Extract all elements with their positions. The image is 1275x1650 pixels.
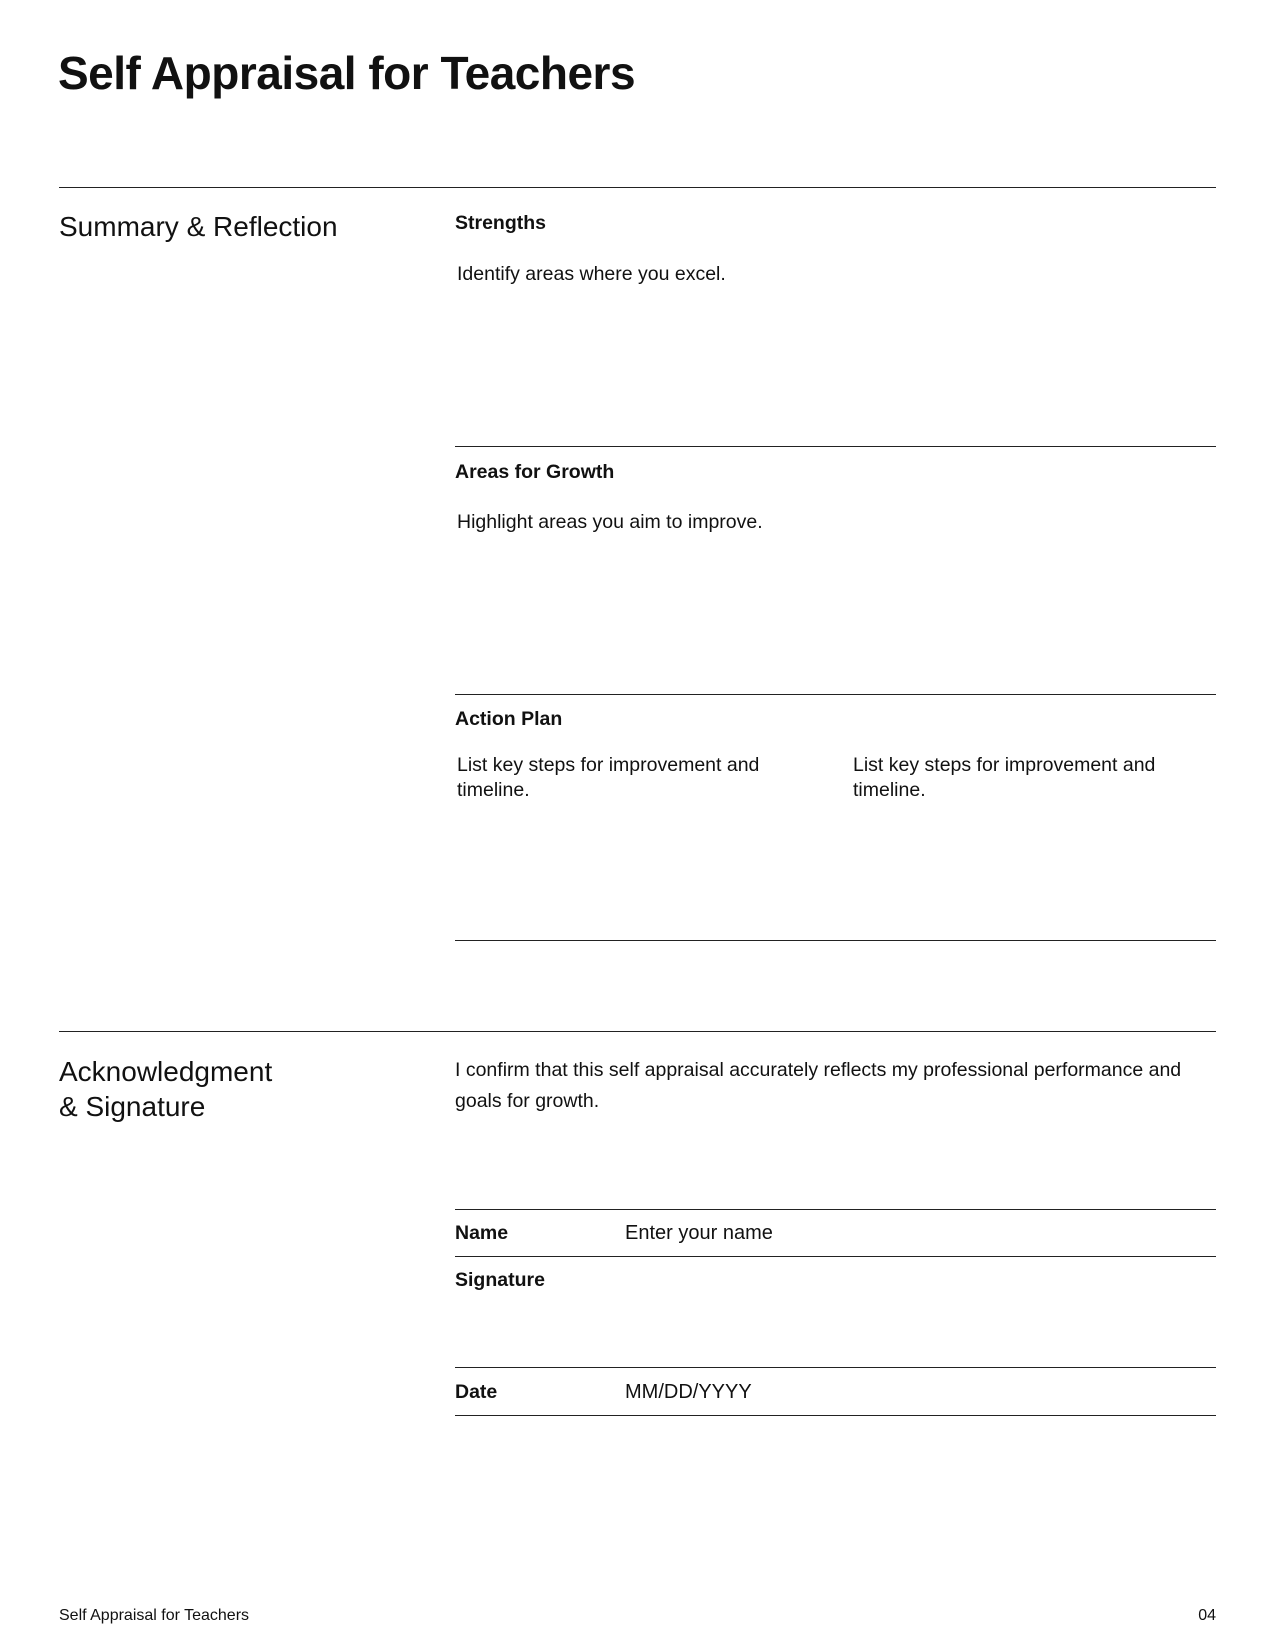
strengths-field[interactable]: Identify areas where you excel. [457,263,726,285]
section-heading-summary: Summary & Reflection [59,211,338,242]
section-divider [59,1031,1216,1032]
name-label: Name [455,1222,509,1244]
section-divider [59,187,1216,188]
heading-line: & Signature [59,1091,206,1122]
footer-title: Self Appraisal for Teachers [59,1607,250,1624]
field-divider [455,694,1216,695]
action-plan-field-left[interactable]: List key steps for improvement and timeline. [457,754,760,801]
action-plan-field-right[interactable]: List key steps for improvement and timeline. [853,754,1156,801]
date-label: Date [455,1381,498,1403]
field-divider [455,1209,1216,1210]
signature-label: Signature [455,1269,545,1291]
page-title: Self Appraisal for Teachers [58,47,636,99]
field-divider [455,1367,1216,1368]
field-divider [455,446,1216,447]
name-input[interactable]: Enter your name [625,1222,773,1244]
heading-line: Acknowledgment [59,1056,273,1087]
field-divider [455,1415,1216,1416]
field-divider [455,1256,1216,1257]
signature-field[interactable] [625,1262,1215,1362]
date-input[interactable]: MM/DD/YYYY [625,1381,752,1403]
growth-field[interactable]: Highlight areas you aim to improve. [457,511,763,533]
section-heading-acknowledgment [59,1054,272,1124]
growth-label: Areas for Growth [455,461,615,483]
strengths-label: Strengths [455,212,547,234]
confirmation-statement: I confirm that this self appraisal accurately reflects my professional performance and goals for growth. [455,1059,1182,1112]
page-number: 04 [1198,1607,1216,1624]
field-divider [455,940,1216,941]
action-plan-label: Action Plan [455,708,563,730]
